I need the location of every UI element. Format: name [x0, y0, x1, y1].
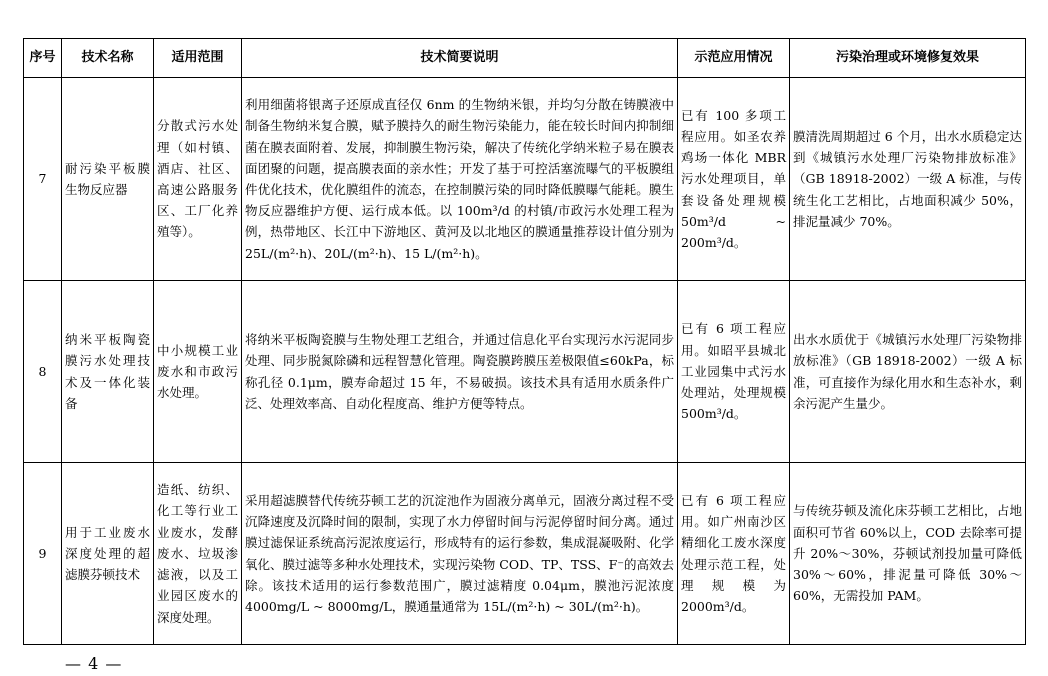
page-number: — 4 — — [65, 654, 123, 673]
row-scope: 造纸、纺织、化工等行业工业废水，发酵废水、垃圾渗滤液，以及工业园区废水的深度处理。 — [154, 463, 242, 645]
row-scope: 分散式污水处理（如村镇、酒店、社区、高速公路服务区、工厂化养殖等）。 — [154, 78, 242, 281]
row-no: 7 — [24, 78, 62, 281]
header-no: 序号 — [24, 39, 62, 78]
table-row — [24, 78, 1026, 281]
header-scope: 适用范围 — [154, 39, 242, 78]
row-name: 用于工业废水深度处理的超滤膜芬顿技术 — [62, 463, 154, 645]
header-effect: 污染治理或环境修复效果 — [790, 39, 1026, 78]
row-description: 将纳米平板陶瓷膜与生物处理工艺组合，并通过信息化平台实现污水污泥同步处理、同步脱氮除磷和远程智慧化管理。陶瓷膜跨膜压差极限值≤60kPa，标称孔径 0.1μm，膜寿命超过 15 年，不易破损。该技术具有适用水质条件广泛、处理效率高、自动化程度高、维护方便等特点。 — [242, 281, 678, 463]
row-no: 8 — [24, 281, 62, 463]
table-row — [24, 463, 1026, 645]
row-no: 9 — [24, 463, 62, 645]
row-effect: 出水水质优于《城镇污水处理厂污染物排放标准》（GB 18918-2002）一级 A 标准，可直接作为绿化用水和生态补水，剩余污泥产生量少。 — [790, 281, 1026, 463]
row-demo: 已有 6 项工程应用。如昭平县城北工业园集中式污水处理站，处理规模 500m³/d。 — [678, 281, 790, 463]
row-name: 耐污染平板膜生物反应器 — [62, 78, 154, 281]
table-header-row — [24, 39, 1026, 78]
row-effect: 与传统芬顿及流化床芬顿工艺相比，占地面积可节省 60%以上，COD 去除率可提升 20%～30%，芬顿试剂投加量可降低 30%～60%，排泥量可降低 30%～60%，无需投加 PAM。 — [790, 463, 1026, 645]
header-description: 技术简要说明 — [242, 39, 678, 78]
header-name: 技术名称 — [62, 39, 154, 78]
technology-table — [23, 38, 1026, 645]
row-effect: 膜清洗周期超过 6 个月，出水水质稳定达到《城镇污水处理厂污染物排放标准》（GB 18918-2002）一级 A 标准，与传统生化工艺相比，占地面积减少 50%，排泥量减少 70%。 — [790, 78, 1026, 281]
row-description: 利用细菌将银离子还原成直径仅 6nm 的生物纳米银，并均匀分散在铸膜液中制备生物纳米复合膜，赋予膜持久的耐生物污染能力，能在较长时间内抑制细菌在膜表面附着、发展，抑制膜生物污染，解决了传统化学纳米粒子易在膜表面团聚的问题，提高膜表面的亲水性；开发了基于可控活塞流曝气的平板膜组件优化技术，优化膜组件的流态，在控制膜污染的同时降低膜曝气能耗。膜生物反应器维护方便、运行成本低。以 100m³/d 的村镇/市政污水处理工程为例，热带地区、长江中下游地区、黄河及以北地区的膜通量推荐设计值分别为 25L/(m²·h)、20L/(m²·h)、15 L/(m²·h)。 — [242, 78, 678, 281]
row-demo: 已有 6 项工程应用。如广州南沙区精细化工废水深度处理示范工程，处理规模为 2000m³/d。 — [678, 463, 790, 645]
header-demo: 示范应用情况 — [678, 39, 790, 78]
row-demo: 已有 100 多项工程应用。如圣农养鸡场一体化 MBR 污水处理项目，单套设备处理规模 50m³/d ~ 200m³/d。 — [678, 78, 790, 281]
row-name: 纳米平板陶瓷膜污水处理技术及一体化装备 — [62, 281, 154, 463]
row-scope: 中小规模工业废水和市政污水处理。 — [154, 281, 242, 463]
table-row — [24, 281, 1026, 463]
row-description: 采用超滤膜替代传统芬顿工艺的沉淀池作为固液分离单元，固液分离过程不受沉降速度及沉降时间的限制，实现了水力停留时间与污泥停留时间分离。通过膜过滤保证系统高污泥浓度运行，形成特有的运行参数，集成混凝吸附、化学氧化、膜过滤等多种水处理技术，实现污染物 COD、TP、TSS、F⁻的高效去除。该技术适用的运行参数范围广，膜过滤精度 0.04μm，膜池污泥浓度 4000mg/L ~ 8000mg/L，膜通量通常为 15L/(m²·h) ~ 30L/(m²·h)。 — [242, 463, 678, 645]
